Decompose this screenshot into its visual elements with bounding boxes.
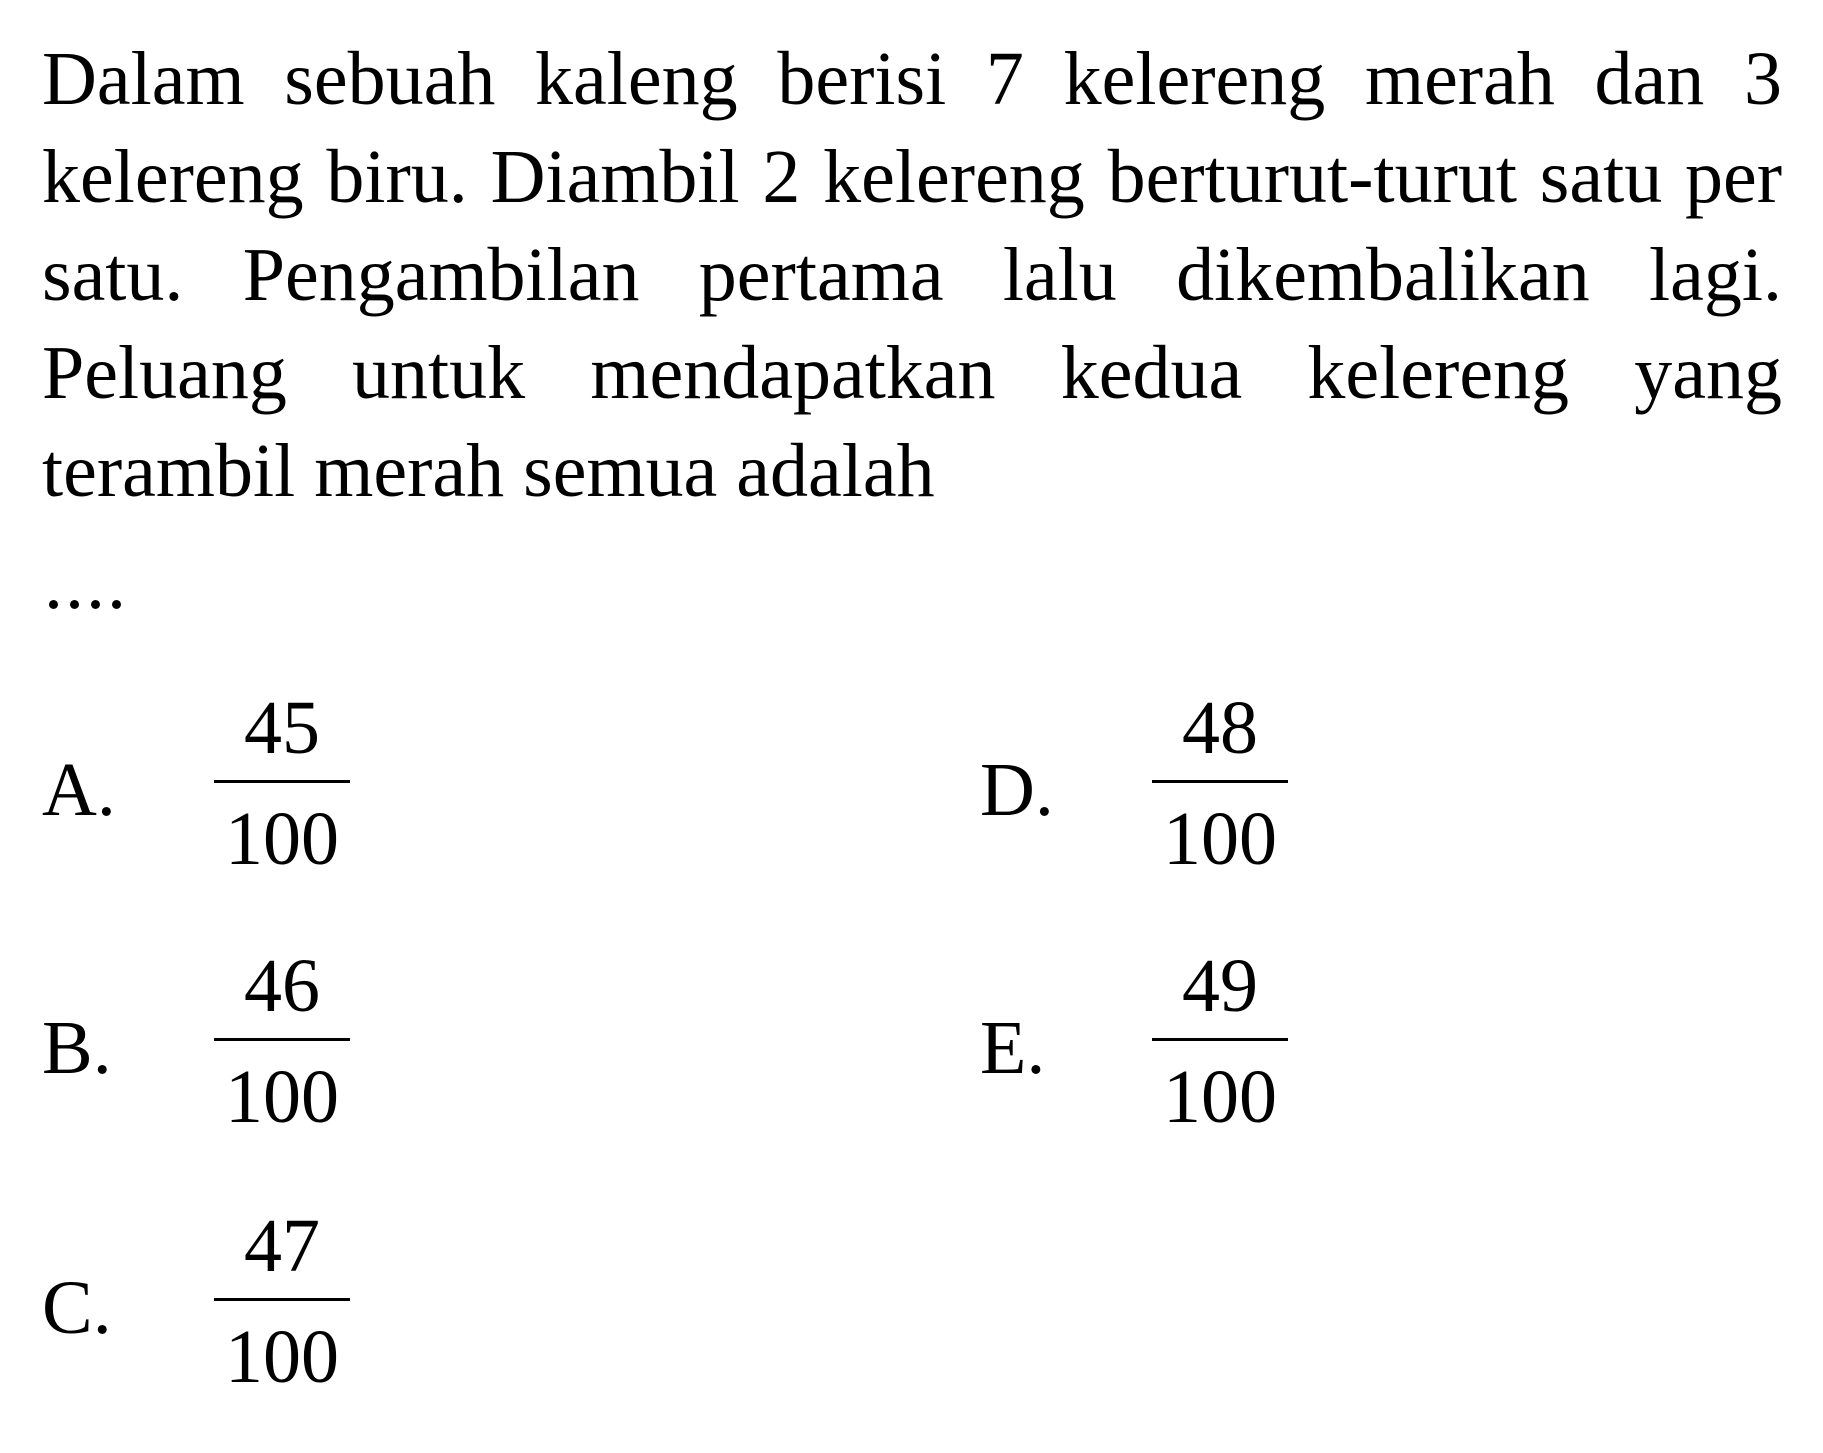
fraction-denominator: 100 bbox=[225, 1055, 339, 1139]
fraction-bar bbox=[214, 780, 350, 783]
option-a[interactable] bbox=[42, 686, 642, 890]
question-ellipsis: .... bbox=[44, 541, 128, 625]
option-letter: A. bbox=[42, 748, 116, 832]
option-d[interactable] bbox=[980, 686, 1580, 890]
option-c[interactable] bbox=[42, 1204, 642, 1408]
fraction-bar bbox=[214, 1038, 350, 1041]
fraction-numerator: 45 bbox=[244, 686, 320, 770]
question-text: Dalam sebuah kaleng berisi 7 kelereng merah dan 3 kelereng biru. Diambil 2 kelereng berturut-turut satu per satu. Pengambilan pertama lalu dikembalikan lagi. Peluang untuk mendapatkan kedua kelereng yang terambil merah semua adalah bbox=[42, 37, 1782, 513]
option-fraction bbox=[212, 1204, 352, 1399]
option-b[interactable] bbox=[42, 944, 642, 1148]
fraction-denominator: 100 bbox=[225, 1315, 339, 1399]
fraction-numerator: 48 bbox=[1182, 686, 1258, 770]
option-letter: B. bbox=[42, 1006, 112, 1090]
option-letter: E. bbox=[980, 1006, 1046, 1090]
option-letter: D. bbox=[980, 748, 1054, 832]
fraction-numerator: 47 bbox=[244, 1204, 320, 1288]
option-fraction bbox=[212, 944, 352, 1139]
fraction-numerator: 46 bbox=[244, 944, 320, 1028]
option-e[interactable] bbox=[980, 944, 1580, 1148]
fraction-denominator: 100 bbox=[225, 797, 339, 881]
option-fraction bbox=[212, 686, 352, 881]
fraction-bar bbox=[1152, 780, 1288, 783]
option-letter: C. bbox=[42, 1266, 112, 1350]
fraction-numerator: 49 bbox=[1182, 944, 1258, 1028]
option-fraction bbox=[1150, 944, 1290, 1139]
fraction-bar bbox=[1152, 1038, 1288, 1041]
option-fraction bbox=[1150, 686, 1290, 881]
fraction-denominator: 100 bbox=[1163, 1055, 1277, 1139]
fraction-bar bbox=[214, 1298, 350, 1301]
fraction-denominator: 100 bbox=[1163, 797, 1277, 881]
